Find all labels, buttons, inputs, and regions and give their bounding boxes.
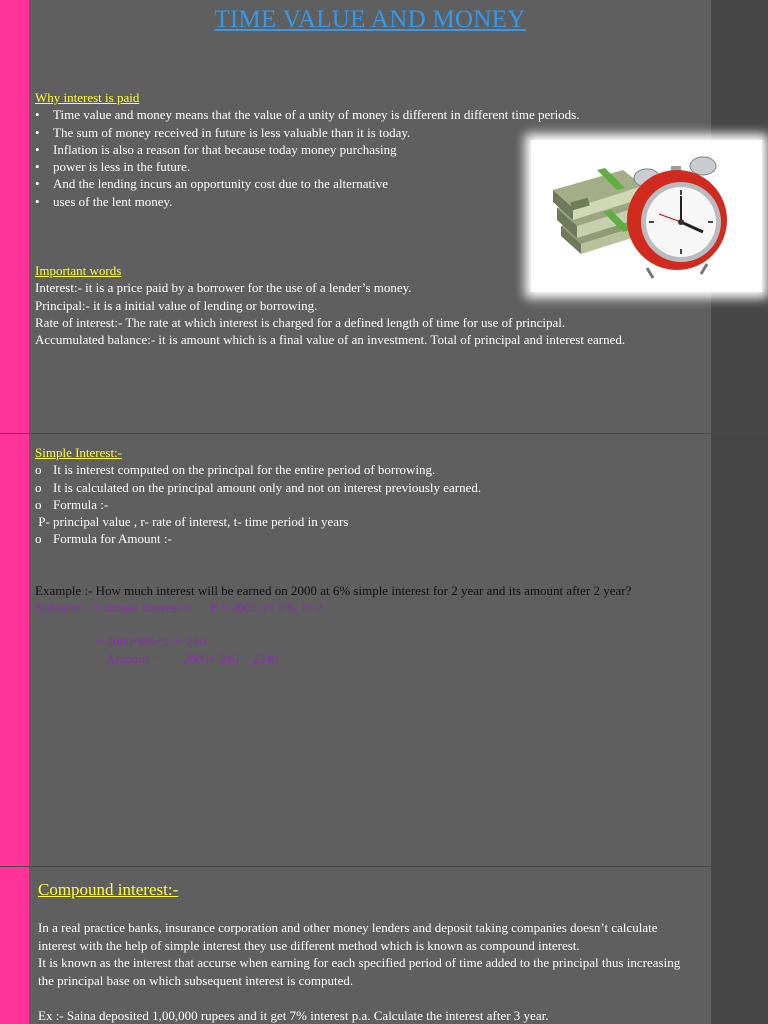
list-item-text: power is less in the future. <box>53 159 191 175</box>
blank-line <box>38 989 760 1007</box>
list-item-text: The sum of money received in future is less valuable than it is today. <box>53 124 411 140</box>
bullet-list <box>35 106 580 210</box>
bullet-list <box>35 461 711 513</box>
example-section <box>35 582 711 617</box>
example-solution: Solution:- = simple interest = , P = 2000, r= 6%, t= 2 <box>35 600 323 616</box>
bullet-icon: • <box>35 176 40 192</box>
section-heading: Simple Interest:- <box>35 445 123 460</box>
section-heading: Important words <box>35 263 122 278</box>
important-words-section <box>35 262 711 348</box>
bullet-icon: • <box>35 193 40 209</box>
compound-interest-text <box>38 919 760 1024</box>
bullet-icon: • <box>35 107 40 123</box>
list-item <box>35 461 711 478</box>
paragraph-line: It is known as the interest that accurse when earning for each specified period of time added to the principal thus increasing <box>38 955 681 970</box>
left-accent-strip <box>0 0 29 1024</box>
list-item-text: It is interest computed on the principal for the entire period of borrowing. <box>53 462 436 478</box>
bullet-icon: • <box>35 124 40 140</box>
paragraph-line: In a real practice banks, insurance corporation and other money lenders and deposit taking companies doesn’t calculate <box>38 920 658 935</box>
circle-bullet-icon: o <box>35 479 42 495</box>
list-item <box>35 158 535 175</box>
list-item <box>35 175 535 192</box>
circle-bullet-icon: o <box>35 531 42 547</box>
bullet-icon: • <box>35 159 40 175</box>
solution-step-amount: = Amount = = 2000+ 240 = 2240 <box>96 651 279 667</box>
list-item-text: Formula for Amount :- <box>53 531 172 547</box>
list-item <box>35 141 535 158</box>
bullet-icon: • <box>35 141 40 157</box>
circle-bullet-icon: o <box>35 462 42 478</box>
simple-interest-section <box>35 444 711 548</box>
list-item-text: It is calculated on the principal amount only and not on interest previously earned. <box>53 479 482 495</box>
paragraph-line: the principal base on which subsequent interest is computed. <box>38 972 354 988</box>
list-item <box>35 496 711 513</box>
list-item <box>35 193 535 210</box>
list-item-text: Time value and money means that the value of a unity of money is different in different time periods. <box>53 107 580 123</box>
section-heading: Why interest is paid <box>35 90 140 105</box>
list-item <box>35 479 711 496</box>
list-item <box>35 124 535 141</box>
definition-rate-of-interest: Rate of interest:- The rate at which interest is charged for a defined length of time for use of principal. <box>35 314 566 330</box>
section-heading: Compound interest:- <box>38 880 179 899</box>
solution-steps <box>96 633 496 668</box>
bullet-list <box>35 530 711 547</box>
slide-separator <box>0 433 768 434</box>
example-question: Example :- How much interest will be earned on 2000 at 6% simple interest for 2 year and its amount after 2 year? <box>35 583 632 598</box>
circle-bullet-icon: o <box>35 496 42 512</box>
definition-interest: Interest:- it is a price paid by a borrower for the use of a lender’s money. <box>35 280 412 296</box>
definition-principal: Principal:- it is a initial value of lending or borrowing. <box>35 297 318 313</box>
list-item-text: And the lending incurs an opportunity cost due to the alternative <box>53 176 389 192</box>
example-line: Ex :- Saina deposited 1,00,000 rupees and it get 7% interest p.a. Calculate the interest after 3 year. <box>38 1007 549 1023</box>
list-item-text: uses of the lent money. <box>53 193 173 209</box>
list-item-text: Formula :- <box>53 496 109 512</box>
list-item <box>35 106 580 123</box>
page-title: TIME VALUE AND MONEY <box>214 6 526 33</box>
why-interest-section <box>35 89 580 210</box>
slide-separator <box>0 866 768 867</box>
list-item-text: Inflation is also a reason for that because today money purchasing <box>53 141 397 157</box>
paragraph-line: interest with the help of simple interest they use different method which is known as compound interest. <box>38 937 580 953</box>
solution-step-interest: = 2000*6%*2 = 240 <box>96 634 206 649</box>
list-item <box>35 530 711 547</box>
variable-legend: P- principal value , r- rate of interest, t- time period in years <box>35 514 349 530</box>
definition-accumulated-balance: Accumulated balance:- it is amount which is a final value of an investment. Total of principal and interest earned. <box>35 332 626 348</box>
